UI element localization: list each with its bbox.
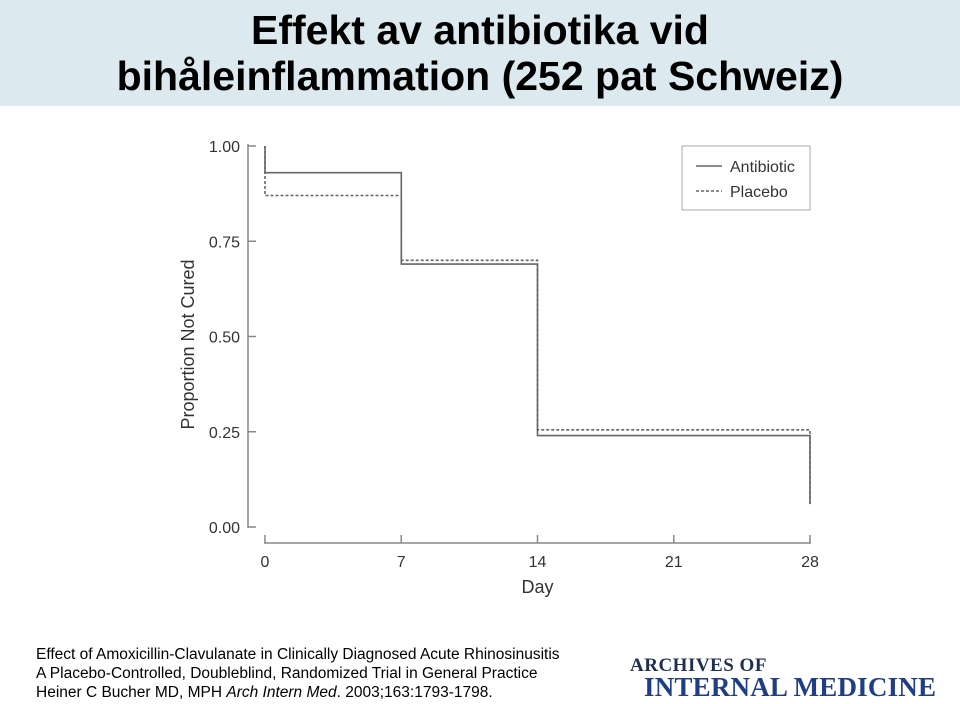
caption-authors: Heiner C Bucher MD, MPH bbox=[36, 684, 227, 701]
x-tick-label: 0 bbox=[260, 554, 270, 571]
chart-legend bbox=[682, 146, 810, 210]
x-axis-label: Day bbox=[521, 577, 554, 597]
y-tick-label: 0.00 bbox=[208, 520, 240, 537]
slide-title-line-2: bihåleinflammation (252 pat Schweiz) bbox=[116, 53, 844, 99]
y-tick-label: 1.00 bbox=[208, 139, 240, 156]
logo-line-2: INTERNAL MEDICINE bbox=[644, 672, 937, 702]
y-tick-label: 0.25 bbox=[208, 424, 240, 442]
survival-chart bbox=[160, 118, 840, 608]
x-tick-label: 21 bbox=[664, 554, 683, 571]
title-band bbox=[0, 0, 960, 106]
caption-reference: . 2003;163:1793-1798. bbox=[336, 684, 493, 701]
citation-caption bbox=[36, 645, 636, 702]
caption-line-2: A Placebo-Controlled, Doubleblind, Randomized Trial in General Practice bbox=[36, 665, 538, 682]
archives-internal-medicine-logo bbox=[630, 655, 952, 701]
slide-title-line-1: Effekt av antibiotika vid bbox=[251, 7, 709, 53]
caption-journal: Arch Intern Med bbox=[226, 684, 337, 701]
y-tick-label: 0.50 bbox=[208, 329, 240, 347]
caption-line-3 bbox=[36, 683, 636, 702]
legend-label-antibiotic: Antibiotic bbox=[730, 159, 795, 176]
y-tick-label: 0.75 bbox=[208, 234, 240, 252]
y-axis-label: Proportion Not Cured bbox=[178, 259, 198, 430]
x-tick-label: 7 bbox=[396, 554, 406, 571]
logo-line-1: ARCHIVES OF bbox=[630, 655, 767, 676]
x-tick-label: 14 bbox=[528, 554, 547, 571]
legend-label-placebo: Placebo bbox=[730, 184, 788, 201]
x-tick-label: 28 bbox=[801, 554, 819, 571]
caption-line-1: Effect of Amoxicillin-Clavulanate in Clinically Diagnosed Acute Rhinosinusitis bbox=[36, 646, 560, 663]
